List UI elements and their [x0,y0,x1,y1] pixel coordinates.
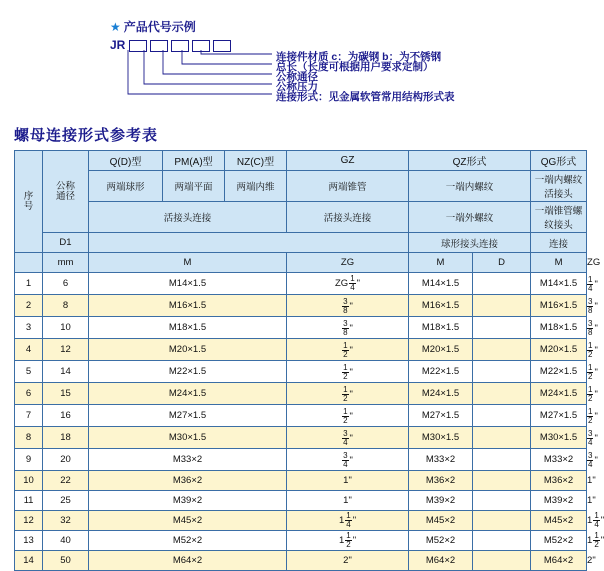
cell-qz-d [473,405,531,427]
cell-nominal-diameter: 14 [43,361,89,383]
header-qd-shape: 两端球形 [89,171,163,202]
table-row: 7 16 M27×1.5 $\frac{1}{2}$ " M27×1.5 M27×1.5 $\frac{1}{2}$ " [15,405,587,427]
cell-nominal-diameter: 32 [43,511,89,531]
table-row: 9 20 M33×2 $\frac{3}{4}$ " M33×2 M33×2 $\frac{3}{4}$ " [15,449,587,471]
cell-qz-m: M45×2 [409,511,473,531]
header-qg-shape: 一端内螺纹活接头 [531,171,587,202]
cell-qz-d [473,551,531,571]
table-title: 螺母连接形式参考表 [14,127,159,144]
cell-qz-d [473,471,531,491]
cell-index: 12 [15,511,43,531]
cell-thread-m: M33×2 [89,449,287,471]
annotation-total-length: 总长（长度可根据用户要求定制） [276,61,434,73]
cell-thread-m: M39×2 [89,491,287,511]
cell-nominal-diameter: 18 [43,427,89,449]
product-code-legend [0,0,600,118]
header-unit-idx [15,253,43,273]
header-row-connection [15,202,587,233]
cell-qz-d [473,383,531,405]
star-icon: ★ [110,20,121,34]
cell-thread-m: M20×1.5 [89,339,287,361]
header-unit-qz-m: M [409,253,473,273]
table-row: 4 12 M20×1.5 $\frac{1}{2}$ " M20×1.5 M20×1.5 $\frac{1}{2}$ " [15,339,587,361]
annotation-connection-type: 连接形式：见金属软管常用结构形式表 [276,91,455,103]
cell-nominal-diameter: 15 [43,383,89,405]
table-body [15,273,604,571]
cell-nominal-diameter: 20 [43,449,89,471]
cell-index: 11 [15,491,43,511]
cell-qg-m: M14×1.5 [531,273,587,295]
cell-nominal-diameter: 6 [43,273,89,295]
cell-index: 10 [15,471,43,491]
cell-qz-m: M18×1.5 [409,317,473,339]
cell-thread-zg: $\frac{3}{4}$ " [287,427,409,449]
cell-thread-m: M14×1.5 [89,273,287,295]
cell-index: 4 [15,339,43,361]
cell-thread-zg: $\frac{1}{2}$ " [287,361,409,383]
table-row: 6 15 M24×1.5 $\frac{1}{2}$ " M24×1.5 M24×1.5 $\frac{1}{2}$ " [15,383,587,405]
header-group-pm: PM(A)型 [163,151,225,171]
cell-qz-m: M20×1.5 [409,339,473,361]
table-row: 11 25 M39×2 1" M39×2 M39×2 1" [15,491,587,511]
cell-thread-zg: 1 $\frac{1}{2}$ " [287,531,409,551]
header-index: 序 号 [15,151,43,253]
cell-qz-m: M27×1.5 [409,405,473,427]
table-row: 3 10 M18×1.5 $\frac{3}{8}$ " M18×1.5 M18×1.5 $\frac{3}{8}$ " [15,317,587,339]
cell-index: 3 [15,317,43,339]
cell-thread-zg: 1" [287,491,409,511]
table-row: 8 18 M30×1.5 $\frac{3}{4}$ " M30×1.5 M30×1.5 $\frac{3}{4}$ " [15,427,587,449]
cell-qg-m: M39×2 [531,491,587,511]
table-row: 14 50 M64×2 2" M64×2 M64×2 2" [15,551,587,571]
annotation-material: 连接件材质 c：为碳钢 b：为不锈钢 [276,51,442,63]
cell-index: 1 [15,273,43,295]
header-group-qd: Q(D)型 [89,151,163,171]
header-unit-qz-d: D [473,253,531,273]
cell-qz-m: M22×1.5 [409,361,473,383]
cell-qg-m: M64×2 [531,551,587,571]
cell-thread-m: M18×1.5 [89,317,287,339]
cell-qz-d [473,339,531,361]
header-qz-connection: 一端外螺纹 [409,202,531,233]
cell-qz-d [473,531,531,551]
cell-nominal-diameter: 25 [43,491,89,511]
nut-connection-table [14,150,604,571]
cell-qz-d [473,317,531,339]
cell-nominal-diameter: 40 [43,531,89,551]
cell-qz-d [473,273,531,295]
header-qz-ball: 球形接头连接 [409,233,531,253]
header-row-groups [15,151,587,171]
table-row: 1 6 M14×1.5 ZG $\frac{1}{4}$ " M14×1.5 M14×1.5 $\frac{1}{4}$ " [15,273,587,295]
header-row-shapes [15,171,587,202]
cell-thread-m: M27×1.5 [89,405,287,427]
cell-qg-m: M36×2 [531,471,587,491]
cell-qg-m: M27×1.5 [531,405,587,427]
header-group-nz: NZ(C)型 [225,151,287,171]
cell-thread-m: M30×1.5 [89,427,287,449]
cell-thread-zg: $\frac{1}{2}$ " [287,339,409,361]
cell-qz-m: M64×2 [409,551,473,571]
header-group-gz: GZ [287,151,409,171]
header-row-units: mm M ZG M D M ZG [15,253,587,273]
cell-qg-m: M45×2 [531,511,587,531]
cell-thread-zg: $\frac{1}{2}$ " [287,405,409,427]
cell-thread-zg: 2" [287,551,409,571]
cell-index: 5 [15,361,43,383]
cell-qg-m: M24×1.5 [531,383,587,405]
header-pm-shape: 两端平面 [163,171,225,202]
cell-thread-zg: $\frac{3}{8}$ " [287,317,409,339]
cell-qz-d [473,511,531,531]
cell-thread-zg: ZG $\frac{1}{4}$ " [287,273,409,295]
table-row: 10 22 M36×2 1" M36×2 M36×2 1" [15,471,587,491]
cell-thread-m: M45×2 [89,511,287,531]
legend-title-text: 产品代号示例 [123,20,196,34]
cell-qz-d [473,491,531,511]
cell-index: 9 [15,449,43,471]
cell-qg-m: M22×1.5 [531,361,587,383]
code-prefix: JR [110,38,126,52]
cell-thread-zg: $\frac{3}{8}$ " [287,295,409,317]
cell-qz-m: M33×2 [409,449,473,471]
cell-qg-m: M18×1.5 [531,317,587,339]
cell-qz-m: M36×2 [409,471,473,491]
header-qg-connect: 连接 [531,233,587,253]
cell-index: 7 [15,405,43,427]
cell-qz-d [473,427,531,449]
cell-qg-m: M33×2 [531,449,587,471]
cell-index: 2 [15,295,43,317]
header-d1: D1 [43,233,89,253]
cell-qz-m: M14×1.5 [409,273,473,295]
header-gz-connection: 活接头连接 [287,202,409,233]
cell-qz-m: M16×1.5 [409,295,473,317]
header-group-qg: QG形式 [531,151,587,171]
cell-qg-m: M30×1.5 [531,427,587,449]
cell-qg-m: M52×2 [531,531,587,551]
cell-qz-d [473,361,531,383]
table-head [15,151,601,273]
header-unit-m: M [89,253,287,273]
header-nz-shape: 两端内维 [225,171,287,202]
cell-qz-d [473,449,531,471]
cell-qz-m: M39×2 [409,491,473,511]
cell-thread-m: M22×1.5 [89,361,287,383]
header-gz-shape: 两端锥管 [287,171,409,202]
cell-thread-m: M24×1.5 [89,383,287,405]
header-qg-connection: 一端锥管螺纹接头 [531,202,587,233]
header-unit-qg-m: M [531,253,587,273]
cell-nominal-diameter: 8 [43,295,89,317]
cell-thread-zg: $\frac{3}{4}$ " [287,449,409,471]
table-row: 5 14 M22×1.5 $\frac{1}{2}$ " M22×1.5 M22×1.5 $\frac{1}{2}$ " [15,361,587,383]
cell-qg-m: M20×1.5 [531,339,587,361]
cell-qz-m: M52×2 [409,531,473,551]
cell-qz-d [473,295,531,317]
header-group-qz: QZ形式 [409,151,531,171]
cell-qg-m: M16×1.5 [531,295,587,317]
annotation-nominal-diameter: 公称通径 [276,71,318,83]
cell-qz-m: M24×1.5 [409,383,473,405]
header-left-connection: 活接头连接 [89,202,287,233]
table-row: 13 40 M52×2 1 $\frac{1}{2}$ " M52×2 M52×2 1 $\frac{1}{2}$ " [15,531,587,551]
cell-thread-zg: 1 $\frac{1}{4}$ " [287,511,409,531]
header-unit-mm: mm [43,253,89,273]
header-unit-zg: ZG [287,253,409,273]
annotation-nominal-pressure: 公称压力 [276,81,318,93]
cell-nominal-diameter: 16 [43,405,89,427]
header-qz-shape: 一端内螺纹 [409,171,531,202]
cell-thread-m: M36×2 [89,471,287,491]
cell-thread-m: M16×1.5 [89,295,287,317]
table-row: 12 32 M45×2 1 $\frac{1}{4}$ " M45×2 M45×2 1 $\frac{1}{4}$ " [15,511,587,531]
cell-thread-m: M64×2 [89,551,287,571]
header-blank [89,233,409,253]
cell-nominal-diameter: 12 [43,339,89,361]
cell-index: 14 [15,551,43,571]
table-row: 2 8 M16×1.5 $\frac{3}{8}$ " M16×1.5 M16×1.5 $\frac{3}{8}$ " [15,295,587,317]
cell-thread-zg: 1" [287,471,409,491]
cell-thread-m: M52×2 [89,531,287,551]
cell-nominal-diameter: 10 [43,317,89,339]
cell-thread-zg: $\frac{1}{2}$ " [287,383,409,405]
cell-index: 13 [15,531,43,551]
header-row-d1 [15,233,587,253]
cell-qz-m: M30×1.5 [409,427,473,449]
cell-nominal-diameter: 22 [43,471,89,491]
cell-index: 6 [15,383,43,405]
header-nominal-diameter: 公称 通径 [43,151,89,233]
cell-nominal-diameter: 50 [43,551,89,571]
cell-index: 8 [15,427,43,449]
